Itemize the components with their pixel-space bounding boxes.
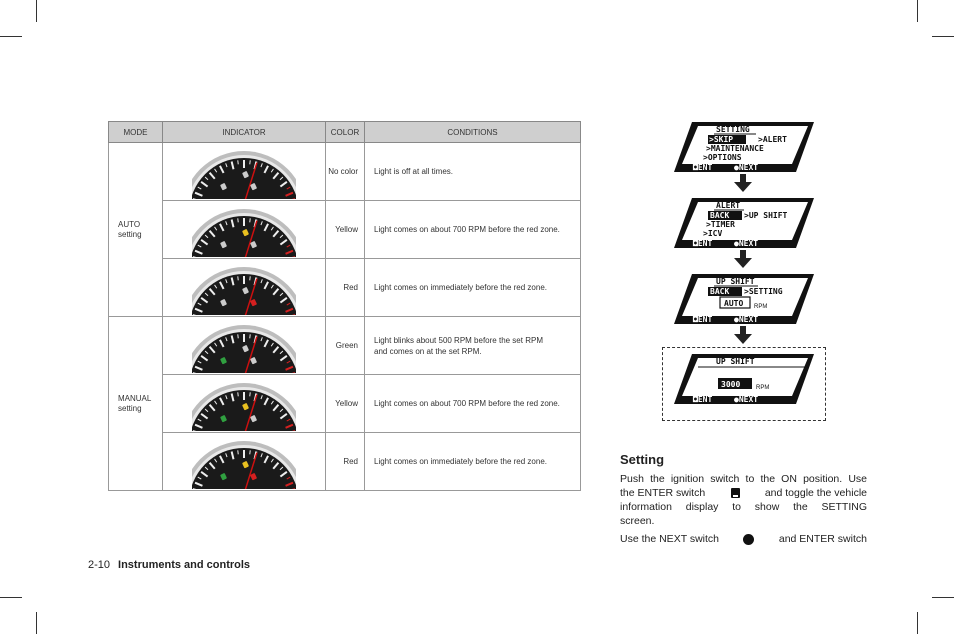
indicator-cell [163,375,326,433]
section-heading: Setting [620,452,665,467]
mode-label: setting [118,229,142,239]
color-cell: Red [326,259,365,317]
text-line: information display to show the SETTING [620,501,867,513]
table-row [109,259,581,317]
crop-mark [917,0,918,22]
indicator-cell [163,433,326,491]
crop-mark [932,36,954,37]
indicator-cell [163,317,326,375]
mode-cell-manual [109,317,163,491]
lcd-item: >SKIP [709,135,734,144]
tachometer-icon [192,319,296,373]
table-row [109,201,581,259]
down-arrow-icon [734,174,752,192]
dashed-frame [662,347,826,421]
crop-mark [36,0,37,22]
condition-cell [365,201,581,259]
table-row [109,375,581,433]
table-header-row [109,122,581,143]
table-row [109,317,581,375]
header-color: COLOR [326,122,365,143]
lcd-foot-next: ●NEXT [734,239,759,248]
tachometer-icon [192,203,296,257]
table-row [109,143,581,201]
mode-indicator-table [108,121,581,491]
lcd-item: >ALERT [758,135,787,144]
indicator-cell [163,143,326,201]
text-line: Push the ignition switch to the ON position. Use [620,473,867,485]
crop-mark [932,597,954,598]
mode-label: AUTO [118,219,141,229]
lcd-foot-ent: ◘ENT [693,395,713,404]
lcd-item: BACK [710,287,730,296]
mode-cell-auto [109,143,163,317]
condition-text: Light comes on about 700 RPM before the red zone. [374,399,560,408]
lcd-item: >TIMER [706,220,735,229]
text-span: Use the NEXT switch [620,533,720,545]
condition-cell [365,317,581,375]
lcd-foot-next: ●NEXT [734,163,759,172]
lcd-foot-next: ●NEXT [734,395,759,404]
lcd-foot-next: ●NEXT [734,315,759,324]
lcd-unit: RPM [754,304,768,310]
condition-cell [365,375,581,433]
lcd-screen-alert [674,198,814,248]
down-arrow-icon [734,250,752,268]
condition-text: Light blinks about 500 RPM before the set RPM [374,335,543,345]
paragraph [620,472,867,528]
next-switch-icon [743,534,754,545]
lcd-foot-ent: ◘ENT [693,315,713,324]
page-number: 2-10 [88,559,111,571]
condition-cell [365,143,581,201]
down-arrow-icon [734,326,752,344]
table-row [109,433,581,491]
lcd-title: UP SHIFT [716,277,755,286]
tachometer-icon [192,145,296,199]
crop-mark [0,36,22,37]
tachometer-icon [192,435,296,489]
lcd-item: >MAINTENANCE [706,144,764,153]
header-indicator: INDICATOR [163,122,326,143]
color-cell: No color [326,143,365,201]
condition-text: Light comes on about 700 RPM before the red zone. [374,225,560,234]
tachometer-icon [192,377,296,431]
lcd-item: >SETTING [744,287,783,296]
condition-text: Light is off at all times. [374,167,453,176]
lcd-item: >ICV [703,229,723,238]
condition-text: Light comes on immediately before the red zone. [374,457,547,466]
paragraph [620,532,867,546]
indicator-cell [163,259,326,317]
lcd-item: BACK [710,211,730,220]
condition-cell [365,433,581,491]
lcd-screen-setting [674,122,814,172]
lcd-title: SETTING [716,125,750,134]
section-name: Instruments and controls [118,559,251,571]
header-conditions: CONDITIONS [365,122,581,143]
crop-mark [917,612,918,634]
lcd-foot-ent: ◘ENT [693,163,713,172]
tachometer-icon [192,261,296,315]
enter-switch-icon [731,488,740,498]
color-cell: Yellow [326,201,365,259]
color-cell: Green [326,317,365,375]
crop-mark [36,612,37,634]
condition-text: Light comes on immediately before the red zone. [374,283,547,292]
lcd-foot-ent: ◘ENT [693,239,713,248]
lcd-item: >UP SHIFT [744,211,788,220]
mode-label: setting [118,403,142,413]
lcd-item: >OPTIONS [703,153,742,162]
color-cell: Yellow [326,375,365,433]
condition-cell [365,259,581,317]
text-line [620,486,867,500]
header-mode: MODE [109,122,163,143]
indicator-cell [163,201,326,259]
text-span: the ENTER switch [620,487,706,499]
lcd-title: ALERT [716,201,741,210]
text-span: and ENTER switch [778,533,867,545]
text-line: screen. [620,515,655,527]
page-footer [88,559,250,571]
text-span: and toggle the vehicle [764,487,867,499]
lcd-screen-up-shift [674,274,814,324]
lcd-value: AUTO [724,299,744,308]
lcd-title: UP SHIFT [716,357,755,366]
condition-text: and comes on at the set RPM. [374,346,482,356]
crop-mark [0,597,22,598]
color-cell: Red [326,433,365,491]
lcd-value: 3000 [721,380,741,389]
mode-label: MANUAL [118,393,152,403]
lcd-unit: RPM [756,385,770,391]
